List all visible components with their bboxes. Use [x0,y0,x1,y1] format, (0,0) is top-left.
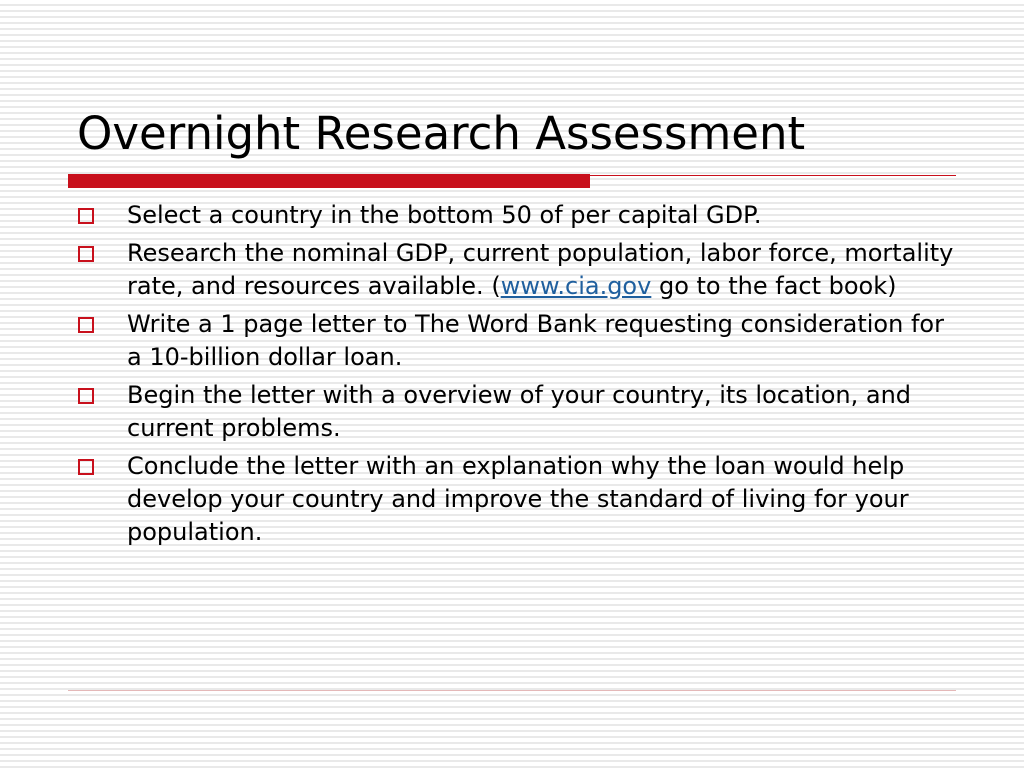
bullet-item [76,199,956,232]
bullet-list [76,199,956,554]
bullet-text: Write a 1 page letter to The Word Bank requesting consideration for a 10-billion dollar loan. [127,310,944,371]
bullet-text-before-link: Research the nominal GDP, current population, labor force, mortality rate, and resources available. ( [127,239,954,300]
bullet-item [76,450,956,549]
bullet-text: Select a country in the bottom 50 of per capital GDP. [127,201,762,229]
title-underline-thin [590,175,956,176]
title-underline-thick [68,174,590,188]
hollow-square-bullet-icon [78,208,94,224]
bullet-item [76,308,956,374]
bullet-text [127,237,956,303]
hollow-square-bullet-icon [78,388,94,404]
slide-title: Overnight Research Assessment [77,107,806,160]
bullet-item [76,237,956,303]
hollow-square-bullet-icon [78,317,94,333]
bullet-text-after-link: go to the fact book) [651,272,897,300]
footer-divider [68,690,956,691]
hollow-square-bullet-icon [78,459,94,475]
cia-gov-link[interactable]: www.cia.gov [500,272,652,300]
bullet-text: Conclude the letter with an explanation why the loan would help develop your country and improve the standard of living for your population. [127,452,909,546]
hollow-square-bullet-icon [78,246,94,262]
bullet-item [76,379,956,445]
bullet-text: Begin the letter with a overview of your country, its location, and current problems. [127,381,912,442]
